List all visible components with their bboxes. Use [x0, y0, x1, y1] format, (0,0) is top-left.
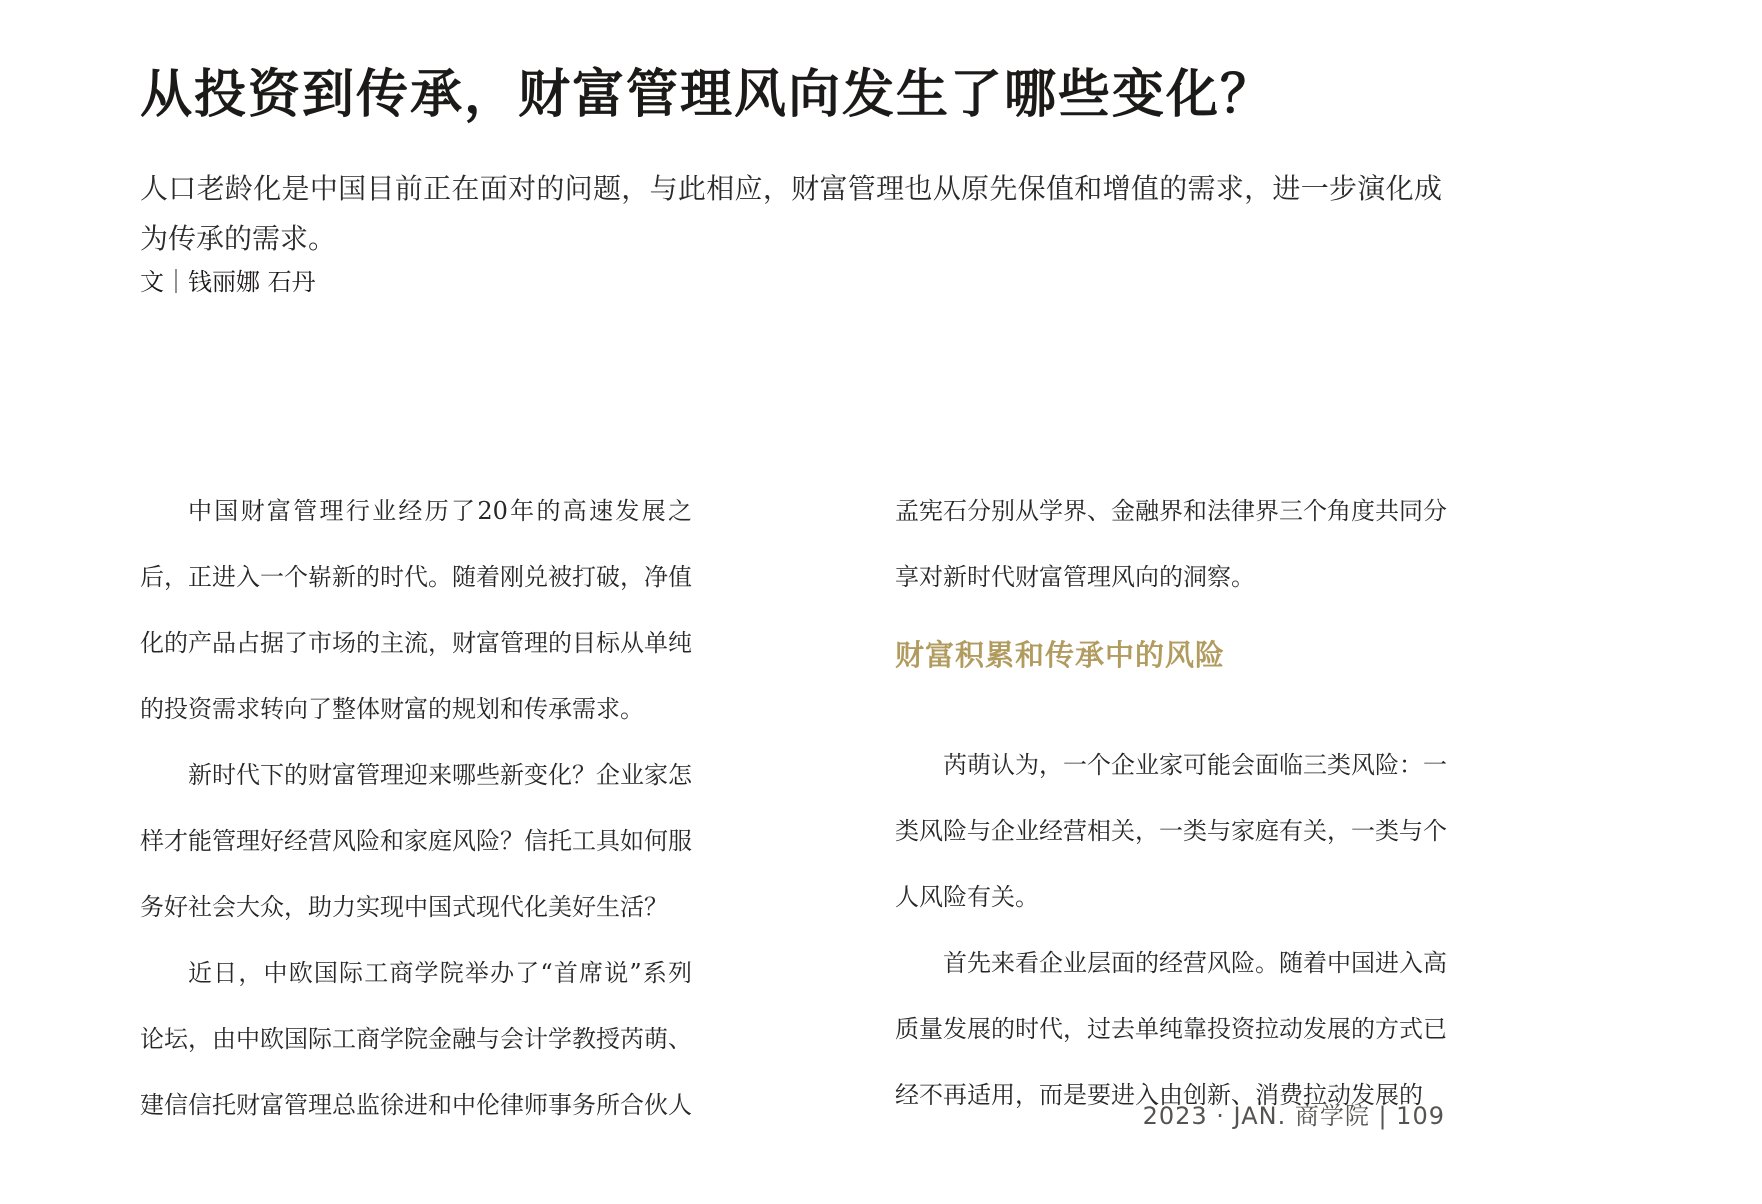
body-paragraph: 芮萌认为，一个企业家可能会面临三类风险：一类风险与企业经营相关，一类与家庭有关，一类与个人风险有关。	[895, 751, 1447, 911]
body-paragraph: 新时代下的财富管理迎来哪些新变化？企业家怎样才能管理好经营风险和家庭风险？信托工具如何服务好社会大众，助力实现中国式现代化美好生活？	[140, 761, 692, 921]
body-paragraph: 近日，中欧国际工商学院举办了“首席说”系列论坛，由中欧国际工商学院金融与会计学教授芮萌、建信信托财富管理总监徐进和中伦律师事务所合伙人	[140, 959, 692, 1119]
lead-paragraph: 人口老龄化是中国目前正在面对的问题，与此相应，财富管理也从原先保值和增值的需求，进一步演化成为传承的需求。	[140, 172, 1442, 255]
body-paragraph: 首先来看企业层面的经营风险。随着中国进入高质量发展的时代，过去单纯靠投资拉动发展的方式已经不再适用，而是要进入由创新、消费拉动发展的	[895, 949, 1447, 1109]
body-paragraph: 中国财富管理行业经历了20年的高速发展之后，正进入一个崭新的时代。随着刚兑被打破，净值化的产品占据了市场的主流，财富管理的目标从单纯的投资需求转向了整体财富的规划和传承需求。	[140, 497, 692, 723]
section-heading: 财富积累和传承中的风险	[895, 638, 1226, 672]
page-footer: 2023 · JAN. 商学院 | 109	[1142, 1102, 1445, 1130]
left-column	[140, 478, 692, 1138]
body-paragraph-continuation: 孟宪石分别从学界、金融界和法律界三个角度共同分享对新时代财富管理风向的洞察。	[895, 497, 1447, 591]
page-title: 从投资到传承，财富管理风向发生了哪些变化？	[140, 64, 1275, 125]
byline: 文｜钱丽娜 石丹	[140, 268, 316, 296]
right-column	[895, 478, 1447, 1128]
